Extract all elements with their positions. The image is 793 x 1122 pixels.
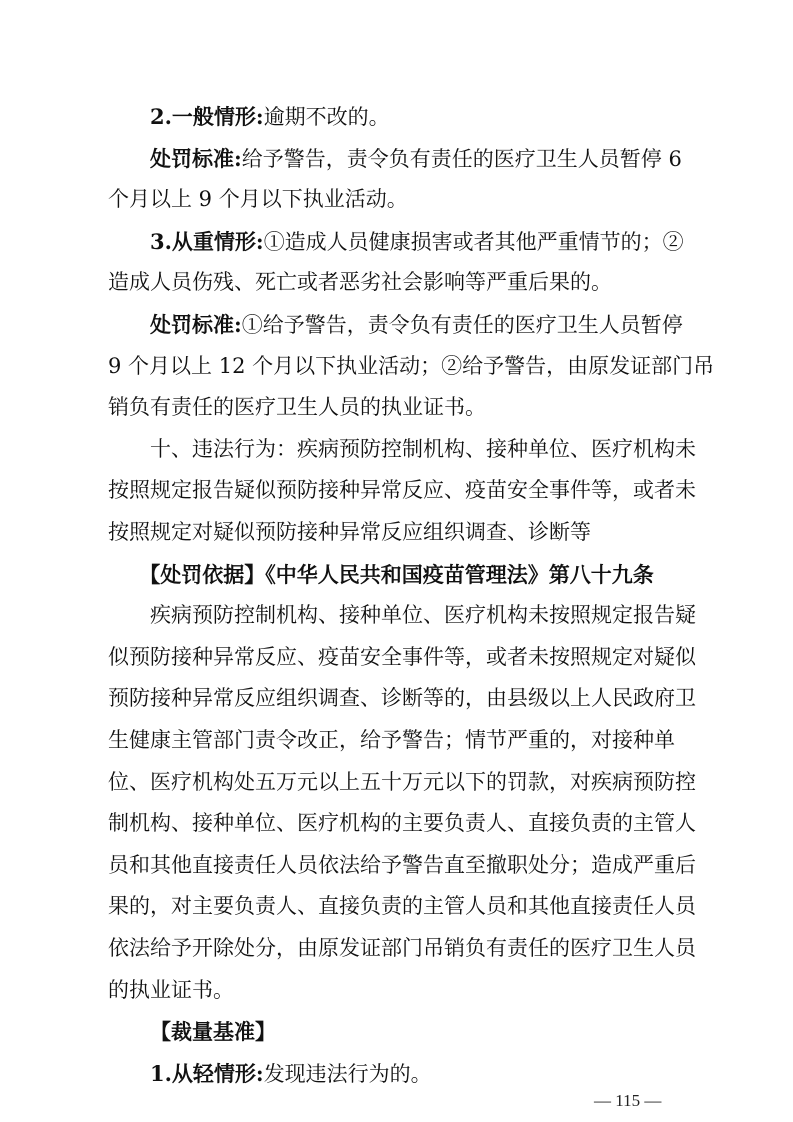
text-line: 按照规定对疑似预防接种异常反应组织调查、诊断等 [108,520,591,544]
text-line: 9 个月以上 12 个月以下执业活动；②给予警告，由原发证部门吊 [108,354,715,378]
text-line: 个月以上 9 个月以下执业活动。 [108,187,408,211]
label-penalty-standard: 处罚标准: [150,146,242,171]
paragraph-general-case [150,106,390,128]
text-line: 位、医疗机构处五万元以上五十万元以下的罚款，对疾病预防控 [108,770,696,794]
text-line: 疾病预防控制机构、接种单位、医疗机构未按照规定报告疑 [150,603,696,627]
text-line: 生健康主管部门责令改正，给予警告；情节严重的，对接种单 [108,728,675,752]
text-line: 果的，对主要负责人、直接负责的主管人员和其他直接责任人员 [108,894,696,918]
text-line: 按照规定报告疑似预防接种异常反应、疫苗安全事件等，或者未 [108,478,696,502]
paragraph-mild-case [150,1063,432,1085]
paragraph-penalty-standard-1 [150,148,682,170]
text-line: 的执业证书。 [108,978,234,1002]
text-line: ①造成人员健康损害或者其他严重情节的；② [263,230,684,254]
text-line: ①给予警告，责令负有责任的医疗卫生人员暂停 [241,313,683,337]
text-line: 销负有责任的医疗卫生人员的执业证书。 [108,395,486,419]
text-line: 依法给予开除处分，由原发证部门吊销负有责任的医疗卫生人员 [108,936,696,960]
text-line: 给予警告，责令负有责任的医疗卫生人员暂停 6 [241,147,682,171]
label-general-case: 2.一般情形: [150,104,264,129]
paragraph-severe-case [150,231,684,253]
text-line: 造成人员伤残、死亡或者恶劣社会影响等严重后果的。 [108,270,612,294]
label-mild-case: 1.从轻情形: [150,1061,264,1086]
label-penalty-standard: 处罚标准: [150,312,242,337]
text-line: 十、违法行为：疾病预防控制机构、接种单位、医疗机构未 [150,437,696,461]
text-line: 制机构、接种单位、医疗机构的主要负责人、直接负责的主管人 [108,811,696,835]
paragraph-penalty-standard-2 [150,314,683,336]
text-line: 似预防接种异常反应、疫苗安全事件等，或者未按照规定对疑似 [108,645,696,669]
heading-penalty-basis: 【处罚依据】《中华人民共和国疫苗管理法》第八十九条 [139,562,654,587]
text-line: 预防接种异常反应组织调查、诊断等的，由县级以上人民政府卫 [108,686,696,710]
page-number: — 115 — [594,1091,662,1110]
heading-discretion-standard: 【裁量基准】 [150,1019,276,1044]
text-mild-case: 发现违法行为的。 [263,1062,432,1086]
label-severe-case: 3.从重情形: [150,229,264,254]
text-line: 员和其他直接责任人员依法给予警告直至撤职处分；造成严重后 [108,853,696,877]
text-general-case: 逾期不改的。 [263,105,390,129]
